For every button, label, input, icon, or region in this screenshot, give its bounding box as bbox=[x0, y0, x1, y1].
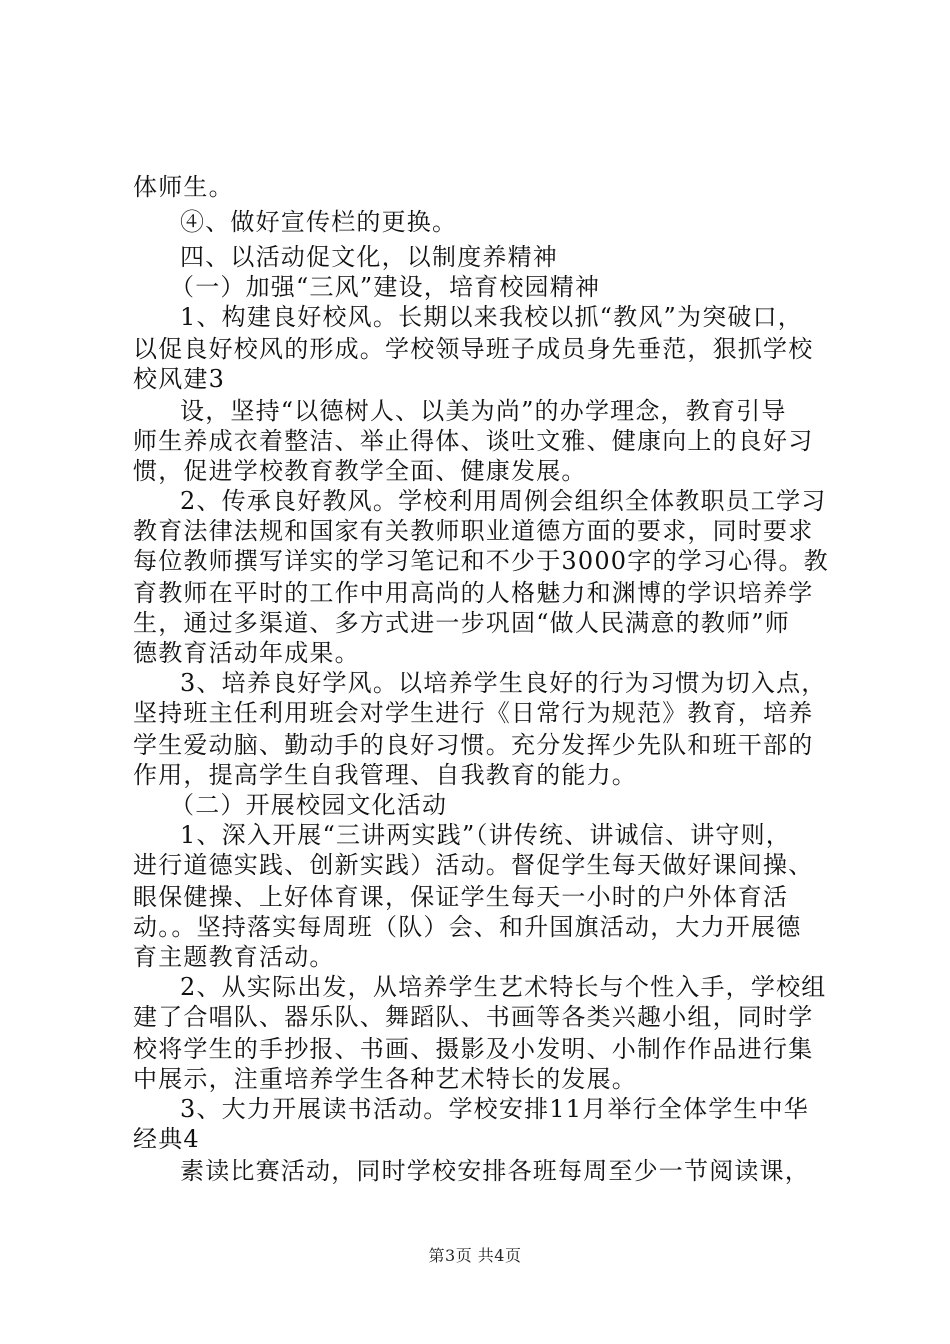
text-line: 3、培养良好学风。以培养学生良好的行为习惯为切入点， bbox=[180, 669, 827, 697]
subsection-heading: （一）加强“三风”建设，培育校园精神 bbox=[170, 273, 601, 301]
text-line: 育教师在平时的工作中用高尚的人格魅力和渊博的学识培养学 bbox=[133, 579, 814, 607]
section-heading: 四、以活动促文化，以制度养精神 bbox=[180, 243, 558, 271]
text-line: 教育法律法规和国家有关教师职业道德方面的要求，同时要求 bbox=[133, 517, 814, 545]
text-line: 以促良好校风的形成。学校领导班子成员身先垂范，狠抓学校 bbox=[133, 335, 814, 363]
text-line: 设，坚持“以德树人、以美为尚”的办学理念，教育引导 bbox=[180, 397, 787, 425]
text-line: 眼保健操、上好体育课，保证学生每天一小时的户外体育活 bbox=[133, 883, 789, 911]
text-line: 2、传承良好教风。学校利用周例会组织全体教职员工学习 bbox=[180, 487, 827, 515]
text-line: 校将学生的手抄报、书画、摄影及小发明、小制作作品进行集 bbox=[133, 1035, 814, 1063]
text-line: 学生爱动脑、勤动手的良好习惯。充分发挥少先队和班干部的 bbox=[133, 731, 814, 759]
text-line: 1、构建良好校风。长期以来我校以抓“教风”为突破口， bbox=[180, 303, 804, 331]
text-line: 中展示，注重培养学生各种艺术特长的发展。 bbox=[133, 1065, 637, 1093]
text-line: 育主题教育活动。 bbox=[133, 943, 335, 971]
text-line: ④、做好宣传栏的更换。 bbox=[180, 208, 458, 236]
text-line: 1、深入开展“三讲两实践”（讲传统、讲诚信、讲守则， bbox=[180, 821, 792, 849]
text-line: 坚持班主任利用班会对学生进行《日常行为规范》教育，培养 bbox=[133, 699, 814, 727]
subsection-heading: （二）开展校园文化活动 bbox=[170, 791, 448, 819]
text-line: 素读比赛活动，同时学校安排各班每周至少一节阅读课， bbox=[180, 1157, 810, 1185]
text-line: 每位教师撰写详实的学习笔记和不少于3000字的学习心得。教 bbox=[133, 547, 829, 575]
page-footer: 第3页 共4页 bbox=[428, 1246, 522, 1265]
text-line: 惯，促进学校教育教学全面、健康发展。 bbox=[133, 457, 587, 485]
text-line: 进行道德实践、创新实践）活动。督促学生每天做好课间操、 bbox=[133, 851, 814, 879]
text-line: 校风建3 bbox=[133, 365, 226, 393]
text-line: 2、从实际出发，从培养学生艺术特长与个性入手，学校组 bbox=[180, 973, 827, 1001]
text-line: 德教育活动年成果。 bbox=[133, 639, 360, 667]
text-line: 生，通过多渠道、多方式进一步巩固“做人民满意的教师”师 bbox=[133, 609, 790, 637]
text-line: 建了合唱队、器乐队、舞蹈队、书画等各类兴趣小组，同时学 bbox=[133, 1003, 814, 1031]
text-line: 经典4 bbox=[133, 1125, 200, 1153]
text-line: 作用，提高学生自我管理、自我教育的能力。 bbox=[133, 761, 637, 789]
text-line: 师生养成衣着整洁、举止得体、谈吐文雅、健康向上的良好习 bbox=[133, 427, 814, 455]
text-line: 动。。坚持落实每周班（队）会、和升国旗活动，大力开展德 bbox=[133, 913, 802, 941]
text-line: 3、大力开展读书活动。学校安排11月举行全体学生中华 bbox=[180, 1095, 810, 1123]
text-line: 体师生。 bbox=[133, 173, 234, 201]
